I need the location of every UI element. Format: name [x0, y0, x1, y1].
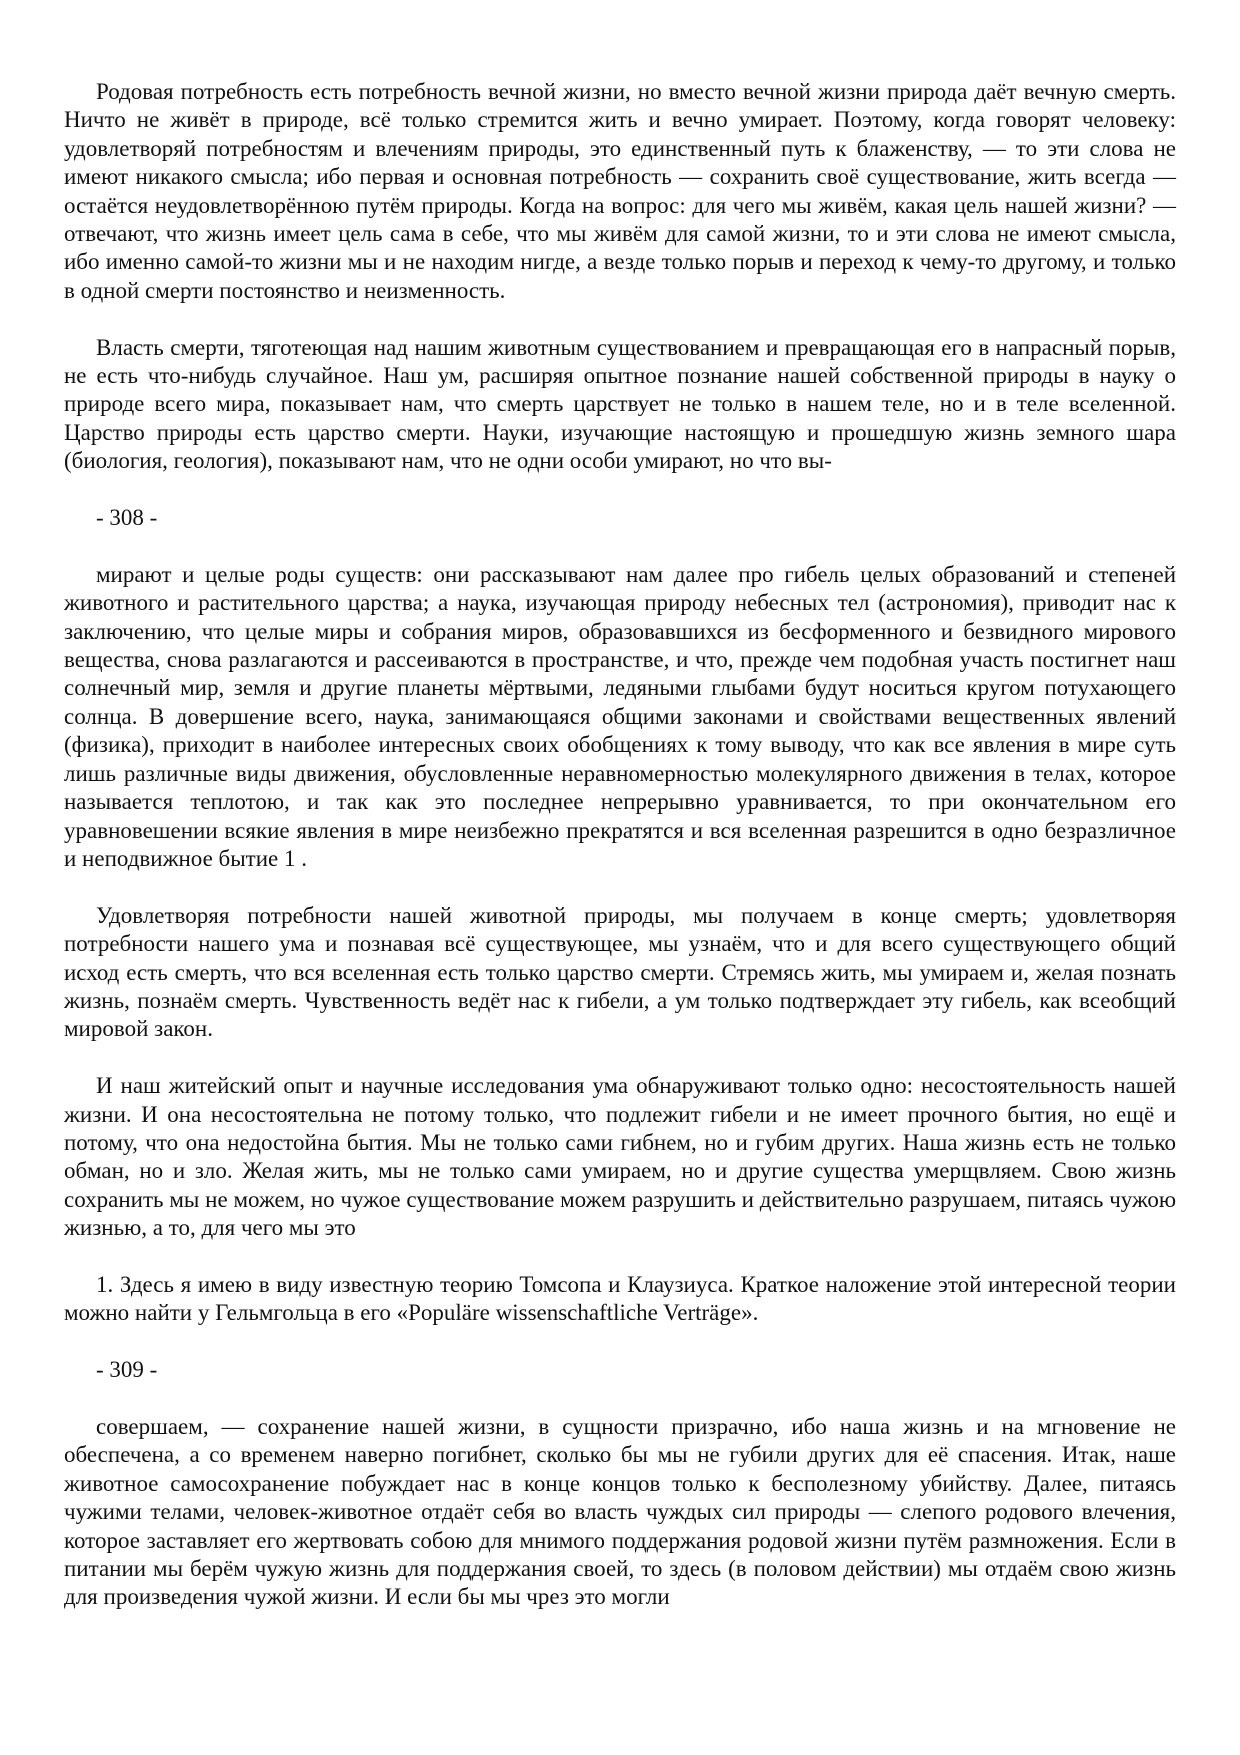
paragraph-5: И наш житейский опыт и научные исследования ума обнаруживают только одно: несостоятельность нашей жизни. И она несостоятельна не потому только, что подлежит гибели и не имеет прочного бытия, но ещё и потому, что она недостойна бытия. Мы не только сами гибнем, но и губим других. Наша жизнь есть не только обман, но и зло. Желая жить, мы не только сами умираем, но и другие существа умерщвляем. Свою жизнь сохранить мы не можем, но чужое существование можем разрушить и действительно разрушаем, питаясь чужою жизнью, а то, для чего мы это	[64, 1073, 1176, 1241]
paragraph-2: Власть смерти, тяготеющая над нашим животным существованием и превращающая его в напрасный порыв, не есть что-нибудь случайное. Наш ум, расширяя опытное познание нашей собственной природы в науку о природе всего мира, показывает нам, что смерть царствует не только в нашем теле, но и в теле вселенной. Царство природы есть царство смерти. Науки, изучающие настоящую и прошедшую жизнь земного шара (биология, геология), показывают нам, что не одни особи умирают, но что вы-	[64, 334, 1176, 474]
footnote-1: 1. Здесь я имею в виду известную теорию Томсопа и Клаузиуса. Краткое наложение этой интересной теории можно найти у Гельмгольца в его «Populäre wissenschaftliche Verträge».	[64, 1271, 1176, 1326]
paragraph-1: Родовая потребность есть потребность вечной жизни, но вместо вечной жизни природа даёт вечную смерть. Ничто не живёт в природе, всё только стремится жить и вечно умирает. Поэтому, когда говорят человеку: удовлетворяй потребностям и влечениям природы, это единственный путь к блаженству, — то эти слова не имеют никакого смысла; ибо первая и основная потребность — сохранить своё существование, жить всегда — остаётся неудовлетворённою путём природы. Когда на вопрос: для чего мы живём, какая цель нашей жизни? — отвечают, что жизнь имеет цель сама в себе, что мы живём для самой жизни, то и эти слова не имеют смысла, ибо именно самой-то жизни мы и не находим нигде, а везде только порыв и переход к чему-то другому, и только в одной смерти постоянство и неизменность.	[64, 79, 1176, 303]
page-number-309: - 309 -	[96, 1357, 158, 1383]
paragraph-3: мирают и целые роды существ: они рассказывают нам далее про гибель целых образований и степеней животного и растительного царства; а наука, изучающая природу небесных тел (астрономия), приводит нас к заключению, что целые миры и собрания миров, образовавшихся из бесформенного и безвидного мирового вещества, снова разлагаются и рассеиваются в пространстве, и что, прежде чем подобная участь постигнет наш солнечный мир, земля и другие планеты мёртвыми, ледяными глыбами будут носиться кругом потухающего солнца. В довершение всего, наука, занимающаяся общими законами и свойствами вещественных явлений (физика), приходит в наиболее интересных своих обобщениях к тому выводу, что как все явления в мире суть лишь различные виды движения, обусловленные неравномерностью молекулярного движения в телах, которое называется теплотою, и так как это последнее непрерывно уравнивается, то при окончательном его уравновешении всякие явления в мире неизбежно прекратятся и вся вселенная разрешится в одно безразличное и неподвижное бытие 1 .	[64, 561, 1176, 871]
paragraph-4: Удовлетворяя потребности нашей животной природы, мы получаем в конце смерть; удовлетворяя потребности нашего ума и познавая всё существующее, мы узнаём, что и для всего существующего общий исход есть смерть, что вся вселенная есть только царство смерти. Стремясь жить, мы умираем и, желая познать жизнь, познаём смерть. Чувственность ведёт нас к гибели, а ум только подтверждает эту гибель, как всеобщий мировой закон.	[64, 902, 1176, 1042]
document-page	[64, 78, 1176, 1640]
page-number-308: - 308 -	[96, 505, 158, 531]
paragraph-6: совершаем, — сохранение нашей жизни, в сущности призрачно, ибо наша жизнь и на мгновение не обеспечена, а со временем наверно погибнет, сколько бы мы не губили других для её спасения. Итак, наше животное самосохранение побуждает нас в конце концов только к бесполезному убийству. Далее, питаясь чужими телами, человек-животное отдаёт себя во власть чуждых сил природы — слепого родового влечения, которое заставляет его жертвовать собою для мнимого поддержания родовой жизни путём размножения. Если в питании мы берём чужую жизнь для поддержания своей, то здесь (в половом действии) мы отдаём свою жизнь для произведения чужой жизни. И если бы мы чрез это могли	[64, 1413, 1176, 1610]
